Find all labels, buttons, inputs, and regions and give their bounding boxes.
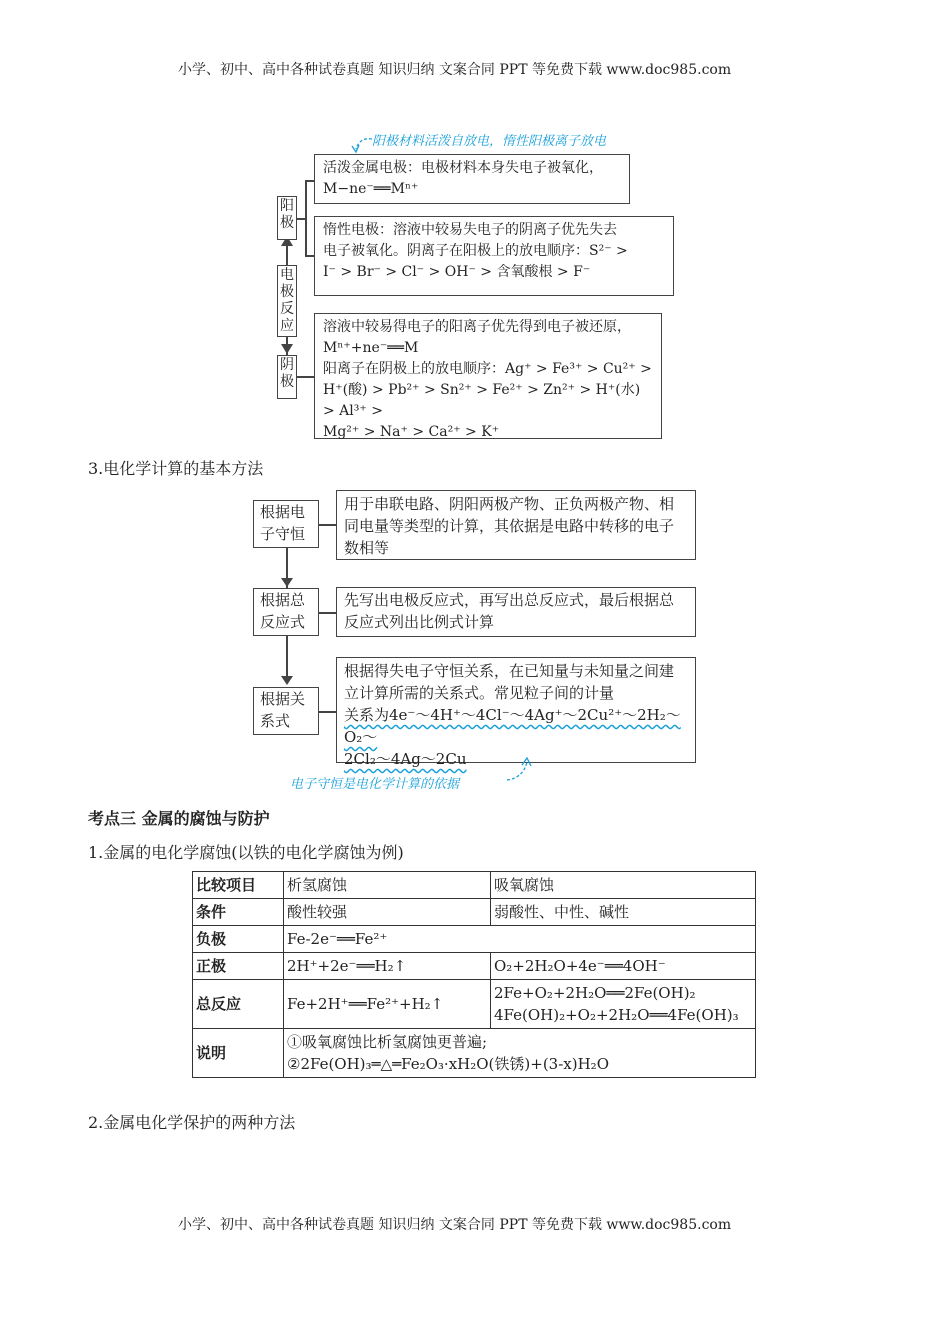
connector-line xyxy=(319,524,336,526)
table-cell: 酸性较强 xyxy=(284,899,491,926)
annotation-arrow xyxy=(505,756,533,784)
subsection-title: 2.金属电化学保护的两种方法 xyxy=(88,1113,296,1132)
annotation-arrow xyxy=(350,133,374,155)
table-row xyxy=(193,1029,756,1078)
table-row xyxy=(193,980,756,1029)
page-footer: 小学、初中、高中各种试卷真题 知识归纳 文案合同 PPT 等免费下载 www.doc985.com xyxy=(178,1217,732,1233)
table-cell: 吸氧腐蚀 xyxy=(491,872,756,899)
cathode-box: 溶液中较易得电子的阳离子优先得到电子被还原， Mⁿ⁺+ne⁻══M 阳离子在阴极上的放电顺序：Ag⁺ > Fe³⁺ > Cu²⁺ > H⁺(酸) > Pb²⁺ > Sn²⁺ > Fe²⁺ > Zn²⁺ > H⁺(水) > Al³⁺ > Mg²⁺ > Na⁺ > Ca²⁺ > K⁺ xyxy=(314,313,662,439)
arrow-down-icon xyxy=(280,343,294,355)
anode-label: 阳极 xyxy=(277,196,297,240)
reaction-label: 电极反应 xyxy=(277,265,297,337)
method-label-electron: 根据电子守恒 xyxy=(253,500,319,548)
annotation-note: 电子守恒是电化学计算的依据 xyxy=(290,777,460,792)
table-cell: O₂+2H₂O+4e⁻══4OH⁻ xyxy=(491,953,756,980)
connector-line xyxy=(319,612,336,614)
table-cell: Fe+2H⁺══Fe²⁺+H₂↑ xyxy=(284,980,491,1029)
table-cell: 2Fe+O₂+2H₂O══2Fe(OH)₂ 4Fe(OH)₂+O₂+2H₂O══4Fe(OH)₃ xyxy=(491,980,756,1029)
anode-inert-box: 惰性电极：溶液中较易失电子的阴离子优先失去 电子被氧化。阴离子在阳极上的放电顺序：S²⁻ > I⁻ > Br⁻ > Cl⁻ > OH⁻ > 含氧酸根 > F⁻ xyxy=(314,216,674,296)
table-cell: ①吸氧腐蚀比析氢腐蚀更普遍; ②2Fe(OH)₃═△═Fe₂O₃·xH₂O(铁锈)+(3-x)H₂O xyxy=(284,1029,756,1078)
arrow-down-icon xyxy=(280,578,294,588)
annotation-note: 阳极材料活泼自放电，惰性阳极离子放电 xyxy=(372,134,607,149)
table-cell: 2H⁺+2e⁻══H₂↑ xyxy=(284,953,491,980)
table-cell: 比较项目 xyxy=(193,872,284,899)
table-cell: 弱酸性、中性、碱性 xyxy=(491,899,756,926)
corrosion-table xyxy=(192,871,756,1078)
method-text-relation: 根据得失电子守恒关系，在已知量与未知量之间建立计算所需的关系式。常见粒子间的计量 关系为4e⁻～4H⁺～4Cl⁻～4Ag⁺～2Cu²⁺～2H₂～O₂～ 2Cl₂～4Ag～2Cu xyxy=(336,657,696,763)
table-row xyxy=(193,926,756,953)
subsection-title: 1.金属的电化学腐蚀(以铁的电化学腐蚀为例) xyxy=(88,843,404,862)
table-cell: 析氢腐蚀 xyxy=(284,872,491,899)
table-cell: Fe-2e⁻══Fe²⁺ xyxy=(284,926,756,953)
method-label-relation: 根据关系式 xyxy=(253,687,319,735)
table-row xyxy=(193,899,756,926)
bracket-line xyxy=(296,376,315,378)
arrow-down-icon xyxy=(280,676,294,686)
kaodian-title: 考点三 金属的腐蚀与防护 xyxy=(88,809,270,828)
method-label-total: 根据总反应式 xyxy=(253,588,319,636)
cathode-label: 阴极 xyxy=(277,355,297,399)
anode-active-box: 活泼金属电极：电极材料本身失电子被氧化， M−ne⁻══Mⁿ⁺ xyxy=(314,154,630,204)
table-cell: 总反应 xyxy=(193,980,284,1029)
table-cell: 条件 xyxy=(193,899,284,926)
table-cell: 负极 xyxy=(193,926,284,953)
page-header: 小学、初中、高中各种试卷真题 知识归纳 文案合同 PPT 等免费下载 www.doc985.com xyxy=(178,62,732,78)
method-text-total: 先写出电极反应式，再写出总反应式，最后根据总反应式列出比例式计算 xyxy=(336,587,696,637)
table-cell: 说明 xyxy=(193,1029,284,1078)
bracket-line xyxy=(305,180,307,255)
table-row xyxy=(193,872,756,899)
connector-line xyxy=(319,711,336,713)
method-text-electron: 用于串联电路、阴阳两极产物、正负两极产物、相同电量等类型的计算，其依据是电路中转移的电子数相等 xyxy=(336,490,696,560)
table-cell: 正极 xyxy=(193,953,284,980)
table-row xyxy=(193,953,756,980)
section-title: 3.电化学计算的基本方法 xyxy=(88,459,264,478)
